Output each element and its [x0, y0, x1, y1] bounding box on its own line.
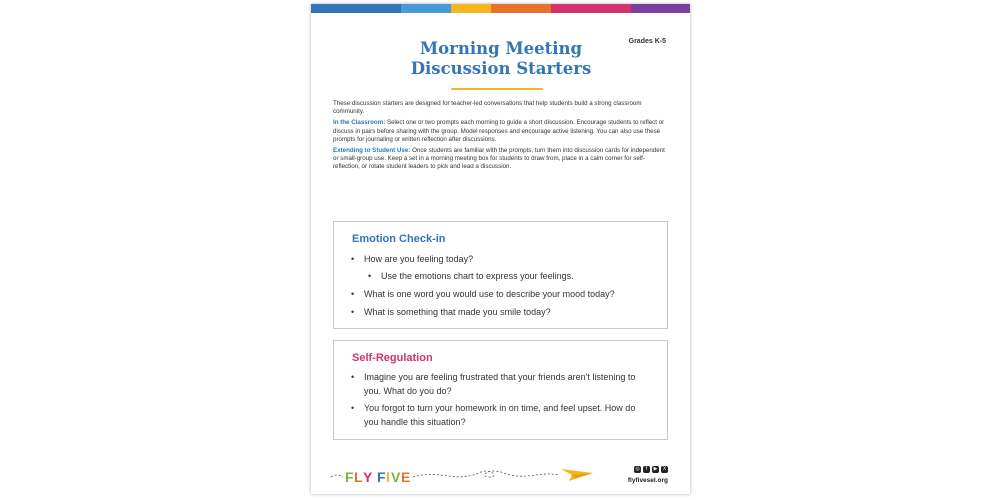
- list-item-sub: • Use the emotions chart to express your feelings.: [368, 271, 574, 281]
- social-icons: [634, 466, 668, 473]
- extending-label: Extending to Student Use:: [333, 147, 411, 155]
- classroom-paragraph: [333, 119, 668, 144]
- title-line-2: Discussion Starters: [410, 59, 592, 78]
- svg-text:L: L: [354, 469, 363, 485]
- list-item: • What is something that made you smile today?: [351, 307, 551, 317]
- self-regulation-list: [351, 370, 636, 429]
- list-item: • You forgot to turn your homework in on time, and feel upset. How do you handle this situation?: [351, 403, 636, 427]
- svg-text:E: E: [401, 469, 411, 485]
- document-page: [311, 4, 690, 494]
- list-item: • Imagine you are feeling frustrated that your friends aren't listening to you. What do you do?: [351, 372, 636, 396]
- emotion-checkin-card: [333, 221, 668, 329]
- emotion-heading: Emotion Check-in: [352, 233, 446, 245]
- extending-text: Once students are familiar with the prompts, turn them into discussion cards for independent or small-group use. Keep a set in a morning meeting box for students to draw from, place in a calm corner for self-reflection, or rotate student leaders to pick and lead a discussion.: [333, 147, 665, 171]
- svg-text:I: I: [386, 469, 390, 485]
- page-title: [371, 39, 631, 79]
- intro-paragraph: These discussion starters are designed for teacher-led conversations that help students build a strong classroom community.: [333, 100, 642, 116]
- extending-paragraph: [333, 147, 668, 172]
- youtube-icon[interactable]: ▶: [653, 466, 658, 472]
- list-item: • How are you feeling today?: [351, 254, 474, 264]
- classroom-label: In the Classroom:: [333, 119, 386, 127]
- grade-level: Grades K-5: [628, 38, 666, 45]
- facebook-icon[interactable]: f: [643, 466, 650, 473]
- title-underline: [451, 88, 543, 90]
- list-item: • What is one word you would use to describe your mood today?: [351, 289, 615, 299]
- svg-text:Y: Y: [363, 469, 373, 485]
- self-regulation-heading: Self-Regulation: [352, 352, 433, 364]
- x-icon[interactable]: X: [662, 466, 667, 472]
- emotion-list: [351, 252, 615, 319]
- title-line-1: Morning Meeting: [419, 39, 583, 58]
- self-regulation-card: [333, 340, 668, 440]
- website-link[interactable]: flyfivesel.org: [627, 477, 668, 484]
- svg-text:F: F: [377, 469, 386, 485]
- svg-text:V: V: [391, 469, 401, 485]
- color-bar: [311, 4, 690, 13]
- intro-text: [333, 100, 668, 175]
- fly-five-logo: [329, 463, 609, 487]
- svg-text:F: F: [345, 469, 354, 485]
- instagram-icon[interactable]: ◎: [635, 466, 640, 472]
- classroom-text: Select one or two prompts each morning to guide a short discussion. Encourage students to reflect or discuss in pairs before sharing with the group. Model responses and encourage active listening. You can also use these prompts for journaling or written reflection after discussions.: [333, 119, 665, 143]
